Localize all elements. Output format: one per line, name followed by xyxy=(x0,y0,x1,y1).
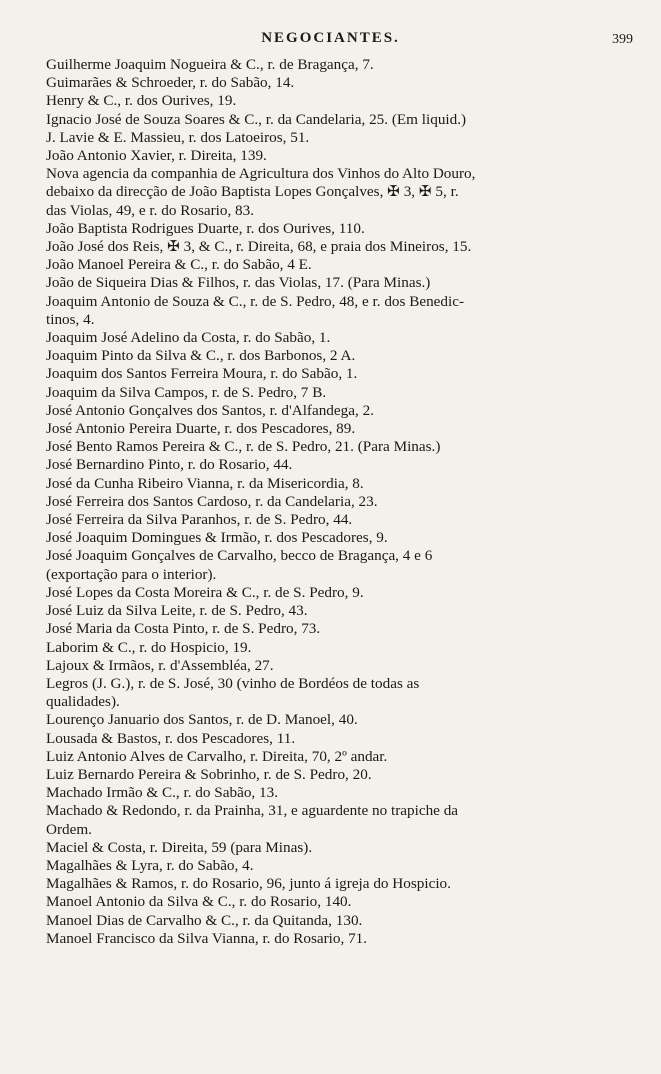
entry-line: José Maria da Costa Pinto, r. de S. Pedro, 73. xyxy=(46,620,321,638)
list-item xyxy=(46,748,626,766)
entry-line: Magalhães & Lyra, r. do Sabão, 4. xyxy=(46,856,254,874)
entry-line: Luiz Antonio Alves de Carvalho, r. Direita, 70, 2º andar. xyxy=(46,747,388,765)
list-item xyxy=(46,511,626,529)
list-item xyxy=(46,293,626,329)
list-item xyxy=(46,420,626,438)
list-item xyxy=(46,857,626,875)
entry-line: Joaquim da Silva Campos, r. de S. Pedro, 7 B. xyxy=(46,383,327,401)
list-item xyxy=(46,802,626,838)
list-item xyxy=(46,711,626,729)
entry-line: José Joaquim Domingues & Irmão, r. dos Pescadores, 9. xyxy=(46,529,388,547)
list-item xyxy=(46,347,626,365)
list-item xyxy=(46,930,626,948)
entry-line: Laborim & C., r. do Hospicio, 19. xyxy=(46,638,252,656)
entry-line: Joaquim dos Santos Ferreira Moura, r. do Sabão, 1. xyxy=(46,365,358,383)
entry-line: João Baptista Rodrigues Duarte, r. dos Ourives, 110. xyxy=(46,219,365,237)
entry-line: Manoel Dias de Carvalho & C., r. da Quitanda, 130. xyxy=(46,911,363,929)
entry-line: José Bento Ramos Pereira & C., r. de S. Pedro, 21. (Para Minas.) xyxy=(46,438,441,456)
list-item xyxy=(46,784,626,802)
entry-line: Joaquim José Adelino da Costa, r. do Sabão, 1. xyxy=(46,329,331,347)
list-item xyxy=(46,165,626,220)
list-item xyxy=(46,256,626,274)
entry-line: Magalhães & Ramos, r. do Rosario, 96, junto á igreja do Hospicio. xyxy=(46,875,451,893)
list-item xyxy=(46,129,626,147)
list-item xyxy=(46,620,626,638)
list-item xyxy=(46,238,626,256)
entry-line: João Manoel Pereira & C., r. do Sabão, 4 E. xyxy=(46,256,312,274)
entry-line: Manoel Francisco da Silva Vianna, r. do Rosario, 71. xyxy=(46,929,368,947)
entry-line: Guilherme Joaquim Nogueira & C., r. de Bragança, 7. xyxy=(46,56,374,73)
entry-line: Lajoux & Irmãos, r. d'Assembléa, 27. xyxy=(46,656,274,674)
list-item xyxy=(46,602,626,620)
list-item xyxy=(46,547,626,583)
entry-line: (exportação para o interior). xyxy=(46,565,217,583)
entry-line: Guimarães & Schroeder, r. do Sabão, 14. xyxy=(46,74,295,92)
list-item xyxy=(46,839,626,857)
entry-line: Joaquim Pinto da Silva & C., r. dos Barbonos, 2 A. xyxy=(46,347,356,365)
entry-line: Joaquim Antonio de Souza & C., r. de S. Pedro, 48, e r. dos Benedic- xyxy=(46,292,465,310)
entry-line: José Luiz da Silva Leite, r. de S. Pedro, 43. xyxy=(46,602,308,620)
list-item xyxy=(46,675,626,711)
entry-line: José Ferreira dos Santos Cardoso, r. da Candelaria, 23. xyxy=(46,492,378,510)
entry-line: J. Lavie & E. Massieu, r. dos Latoeiros, 51. xyxy=(46,128,310,146)
entry-line: José Antonio Gonçalves dos Santos, r. d'Alfandega, 2. xyxy=(46,401,374,419)
list-item xyxy=(46,384,626,402)
entry-line: José Joaquim Gonçalves de Carvalho, becco de Bragança, 4 e 6 xyxy=(46,547,433,565)
entry-line: Nova agencia da companhia de Agricultura dos Vinhos do Alto Douro, xyxy=(46,165,476,183)
entry-line: tinos, 4. xyxy=(46,310,95,328)
list-item xyxy=(46,657,626,675)
entry-line: João Antonio Xavier, r. Direita, 139. xyxy=(46,147,267,165)
list-item xyxy=(46,493,626,511)
entry-line: debaixo da direcção de João Baptista Lopes Gonçalves, ✠ 3, ✠ 5, r. xyxy=(46,183,459,201)
entry-line: qualidades). xyxy=(46,693,120,711)
list-item xyxy=(46,365,626,383)
entry-line: José Bernardino Pinto, r. do Rosario, 44. xyxy=(46,456,293,474)
list-item xyxy=(46,220,626,238)
list-item xyxy=(46,639,626,657)
list-item xyxy=(46,111,626,129)
entry-line: João de Siqueira Dias & Filhos, r. das Violas, 17. (Para Minas.) xyxy=(46,274,431,292)
page-header xyxy=(0,30,661,52)
entry-line: João José dos Reis, ✠ 3, & C., r. Direita, 68, e praia dos Mineiros, 15. xyxy=(46,238,472,256)
list-item xyxy=(46,402,626,420)
list-item xyxy=(46,74,626,92)
entry-line: das Violas, 49, e r. do Rosario, 83. xyxy=(46,201,255,219)
entry-line: Manoel Antonio da Silva & C., r. do Rosario, 140. xyxy=(46,893,352,911)
entry-line: Luiz Bernardo Pereira & Sobrinho, r. de S. Pedro, 20. xyxy=(46,765,372,783)
list-item xyxy=(46,730,626,748)
merchant-list xyxy=(46,56,626,948)
entry-line: José Antonio Pereira Duarte, r. dos Pescadores, 89. xyxy=(46,420,356,438)
entry-line: Lourenço Januario dos Santos, r. de D. Manoel, 40. xyxy=(46,711,358,729)
list-item xyxy=(46,56,626,74)
list-item xyxy=(46,766,626,784)
list-item xyxy=(46,456,626,474)
list-item xyxy=(46,274,626,292)
list-item xyxy=(46,893,626,911)
list-item xyxy=(46,475,626,493)
entry-line: Ignacio José de Souza Soares & C., r. da Candelaria, 25. (Em liquid.) xyxy=(46,110,467,128)
entry-line: Maciel & Costa, r. Direita, 59 (para Minas). xyxy=(46,838,313,856)
entry-line: Machado & Redondo, r. da Prainha, 31, e aguardente no trapiche da xyxy=(46,802,459,820)
section-title: NEGOCIANTES. xyxy=(261,30,400,46)
list-item xyxy=(46,329,626,347)
entry-line: José da Cunha Ribeiro Vianna, r. da Misericordia, 8. xyxy=(46,474,364,492)
entry-line: Legros (J. G.), r. de S. José, 30 (vinho de Bordéos de todas as xyxy=(46,674,420,692)
entry-line: Machado Irmão & C., r. do Sabão, 13. xyxy=(46,784,278,802)
entry-line: Lousada & Bastos, r. dos Pescadores, 11. xyxy=(46,729,296,747)
list-item xyxy=(46,92,626,110)
list-item xyxy=(46,147,626,165)
list-item xyxy=(46,875,626,893)
entry-line: José Lopes da Costa Moreira & C., r. de S. Pedro, 9. xyxy=(46,583,364,601)
list-item xyxy=(46,529,626,547)
entry-line: Ordem. xyxy=(46,820,92,838)
list-item xyxy=(46,584,626,602)
list-item xyxy=(46,912,626,930)
page-number: 399 xyxy=(612,32,633,47)
entry-line: Henry & C., r. dos Ourives, 19. xyxy=(46,92,237,110)
entry-line: José Ferreira da Silva Paranhos, r. de S. Pedro, 44. xyxy=(46,511,353,529)
list-item xyxy=(46,438,626,456)
